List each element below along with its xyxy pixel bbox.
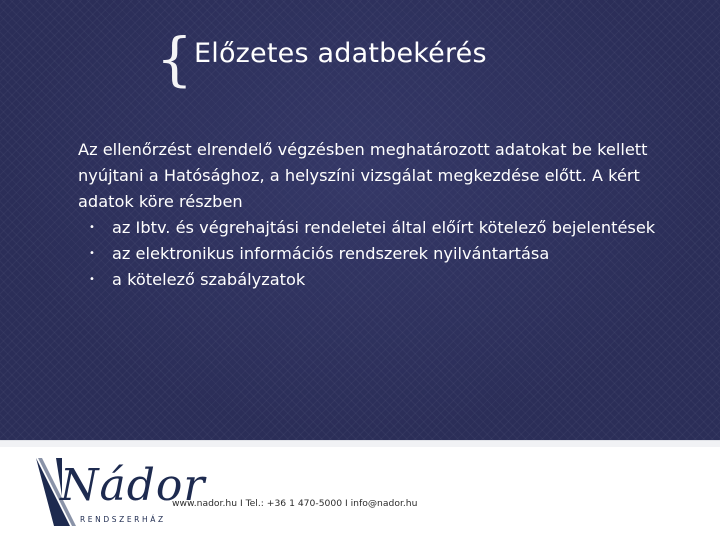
intro-paragraph: Az ellenőrzést elrendelő végzésben meghatározott adatokat be kellett nyújtani a Hatósághoz, a helyszíni vizsgálat megkezdése előtt. A kért adatok köre részben (78, 140, 648, 211)
list-item (78, 267, 678, 293)
logo-wordmark: Nádor (60, 460, 206, 511)
bullet-icon: • (89, 248, 95, 259)
bullet-icon: • (89, 222, 95, 233)
list-item (78, 215, 678, 241)
bullet-list (78, 215, 678, 293)
footer-divider (0, 440, 720, 447)
logo-subtitle: RENDSZERHÁZ (80, 515, 166, 524)
list-item (78, 241, 678, 267)
bullet-text: az elektronikus információs rendszerek nyilvántartása (112, 244, 550, 263)
bullet-text: a kötelező szabályzatok (112, 270, 306, 289)
title-brace-decoration: { (156, 25, 193, 93)
slide-title: Előzetes adatbekérés (194, 38, 487, 69)
bullet-icon: • (89, 274, 95, 285)
bullet-text: az Ibtv. és végrehajtási rendeletei által előírt kötelező bejelentések (112, 218, 656, 237)
footer-contact: www.nador.hu I Tel.: +36 1 470-5000 I info@nador.hu (172, 498, 418, 509)
slide-body (78, 137, 678, 293)
